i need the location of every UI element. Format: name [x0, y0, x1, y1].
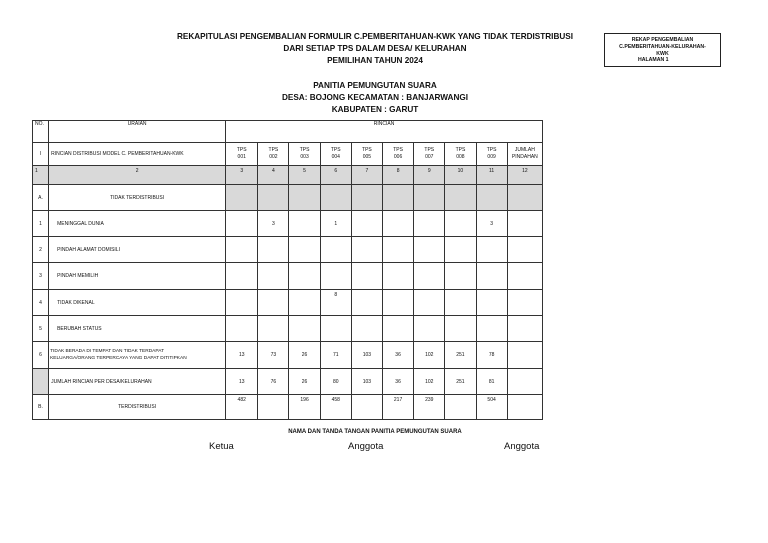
column-number-row: [33, 166, 543, 185]
jumlah-value: 251: [445, 369, 476, 395]
table-row: [33, 237, 543, 263]
col-num: 8: [383, 166, 414, 185]
jumlah-label: JUMLAH RINCIAN PER DESA/KELURAHAN: [49, 369, 226, 395]
value-cell: [507, 316, 542, 342]
section-a-row: [33, 185, 543, 211]
tps-header: [320, 143, 351, 166]
terdistribusi-value: 196: [289, 395, 320, 420]
subtitle-line-1: PANITIA PEMUNGUTAN SUARA: [313, 81, 437, 90]
section-a-no: A.: [33, 185, 49, 211]
tps-header-top: TPS: [330, 147, 341, 153]
value-cell: 71: [320, 342, 351, 369]
value-cell: [445, 316, 476, 342]
signature-ketua: Ketua: [209, 441, 234, 452]
col-num: 11: [476, 166, 507, 185]
value-cell: [226, 211, 258, 237]
tps-header-top: TPS: [236, 147, 247, 153]
tps-header-num: 008: [456, 154, 465, 160]
value-cell: [507, 237, 542, 263]
grey-cell: [445, 185, 476, 211]
value-cell: [507, 342, 542, 369]
recap-line-3: KWK: [656, 50, 669, 57]
tps-header-num: 009: [487, 154, 496, 160]
value-cell: [414, 263, 445, 290]
tps-header: [226, 143, 258, 166]
grey-cell: [507, 185, 542, 211]
value-cell: [414, 290, 445, 316]
header-uraian: URAIAN: [49, 121, 226, 143]
header-no: NO.: [33, 121, 49, 143]
row-label-line-1: TIDAK BERADA DI TEMPAT DAN TIDAK TERDAPAT: [50, 349, 164, 354]
tps-header-num: 001: [237, 154, 246, 160]
value-cell: 36: [383, 342, 414, 369]
col-num: 4: [258, 166, 289, 185]
value-cell: [383, 237, 414, 263]
value-cell: [414, 237, 445, 263]
section-b-row: [33, 395, 543, 420]
value-cell: [258, 316, 289, 342]
tps-header-num: 002: [269, 154, 278, 160]
tps-header: [383, 143, 414, 166]
row-label: TIDAK DIKENAL: [49, 290, 226, 316]
table-header-row: [33, 121, 543, 143]
value-cell: [226, 290, 258, 316]
recap-page: HALAMAN 1: [638, 57, 669, 64]
value-cell: [414, 316, 445, 342]
col-num: 6: [320, 166, 351, 185]
tps-header: [476, 143, 507, 166]
value-cell: 102: [414, 342, 445, 369]
grey-cell: [383, 185, 414, 211]
title-line-2: DARI SETIAP TPS DALAM DESA/ KELURAHAN: [283, 44, 467, 53]
value-cell: [507, 290, 542, 316]
value-cell: [383, 290, 414, 316]
tps-header: [445, 143, 476, 166]
terdistribusi-value: 458: [320, 395, 351, 420]
row-no: 5: [33, 316, 49, 342]
row-label: [49, 342, 226, 369]
table-row: [33, 211, 543, 237]
value-cell: 73: [258, 342, 289, 369]
value-cell: 3: [258, 211, 289, 237]
col-num: 12: [507, 166, 542, 185]
value-cell: [476, 316, 507, 342]
row-label: BERUBAH STATUS: [49, 316, 226, 342]
terdistribusi-value: 482: [226, 395, 258, 420]
value-cell: 3: [476, 211, 507, 237]
tps-header-num: 006: [393, 154, 403, 160]
row-label: PINDAH ALAMAT DOMISILI: [49, 237, 226, 263]
rincian-no: I: [33, 143, 49, 166]
row-no: 4: [33, 290, 49, 316]
col-num: 2: [49, 166, 226, 185]
grey-cell: [258, 185, 289, 211]
value-cell: [507, 211, 542, 237]
table-row: [33, 342, 543, 369]
row-no: 6: [33, 342, 49, 369]
jumlah-value: 102: [414, 369, 445, 395]
col-num: 1: [33, 166, 49, 185]
value-cell: [414, 211, 445, 237]
value-cell: [226, 237, 258, 263]
jumlah-header-bottom: PINDAHAN: [511, 154, 538, 160]
tps-header-top: TPS: [486, 147, 497, 153]
tps-header-row: [33, 143, 543, 166]
tps-header: [289, 143, 320, 166]
tps-header: [258, 143, 289, 166]
jumlah-value: 103: [351, 369, 382, 395]
row-label: PINDAH MEMILIH: [49, 263, 226, 290]
row-no: 3: [33, 263, 49, 290]
jumlah-value: 13: [226, 369, 258, 395]
terdistribusi-value: 217: [383, 395, 414, 420]
value-cell: 103: [351, 342, 382, 369]
value-cell: 26: [289, 342, 320, 369]
value-cell: 78: [476, 342, 507, 369]
value-cell: [258, 263, 289, 290]
value-cell: [226, 263, 258, 290]
value-cell: [289, 211, 320, 237]
jumlah-value: 76: [258, 369, 289, 395]
value-cell: 251: [445, 342, 476, 369]
tps-header-top: TPS: [424, 147, 435, 153]
tps-header-top: TPS: [455, 147, 466, 153]
terdistribusi-value: [507, 395, 542, 420]
terdistribusi-value: [258, 395, 289, 420]
value-cell: [383, 316, 414, 342]
value-cell: [351, 316, 382, 342]
section-a-label: TIDAK TERDISTRIBUSI: [49, 185, 226, 211]
subtitle-line-3: KABUPATEN : GARUT: [331, 105, 419, 114]
jumlah-value: 36: [383, 369, 414, 395]
value-cell: [289, 237, 320, 263]
tps-header: [414, 143, 445, 166]
row-no: 1: [33, 211, 49, 237]
grey-cell: [351, 185, 382, 211]
value-cell: [320, 263, 351, 290]
terdistribusi-value: 239: [414, 395, 445, 420]
tps-header-top: TPS: [393, 147, 403, 153]
value-cell: [507, 263, 542, 290]
recap-box: [604, 33, 721, 67]
signature-anggota-1: Anggota: [348, 441, 384, 452]
row-label-line-2: KELUARGA/ORANG TERPERCAYA YANG DAPAT DITITIPKAN: [50, 356, 187, 361]
value-cell: [476, 237, 507, 263]
value-cell: [476, 290, 507, 316]
grey-cell: [414, 185, 445, 211]
tps-header-top: TPS: [362, 147, 372, 153]
section-b-label: TERDISTRIBUSI: [49, 395, 226, 420]
grey-cell: [476, 185, 507, 211]
jumlah-value: 80: [320, 369, 351, 395]
jumlah-row: [33, 369, 543, 395]
committee-header: [200, 80, 550, 116]
value-cell: 8: [320, 290, 351, 316]
recap-line-2: C.PEMBERITAHUAN-KELURAHAN-: [619, 43, 706, 50]
col-num: 9: [414, 166, 445, 185]
grey-cell: [289, 185, 320, 211]
value-cell: [445, 290, 476, 316]
table-row: [33, 290, 543, 316]
col-num: 3: [226, 166, 258, 185]
tps-header-num: 007: [425, 154, 434, 160]
terdistribusi-value: [445, 395, 476, 420]
value-cell: [351, 290, 382, 316]
terdistribusi-value: [351, 395, 382, 420]
tps-header-top: TPS: [299, 147, 310, 153]
value-cell: [351, 237, 382, 263]
value-cell: [226, 316, 258, 342]
jumlah-value: 81: [476, 369, 507, 395]
tps-header-top: TPS: [268, 147, 279, 153]
terdistribusi-value: 504: [476, 395, 507, 420]
jumlah-value: [507, 369, 542, 395]
rincian-label: RINCIAN DISTRIBUSI MODEL C. PEMBERITAHUAN-KWK: [49, 143, 226, 166]
signature-anggota-2: Anggota: [504, 441, 540, 452]
recap-line-1: REKAP PENGEMBALIAN: [631, 37, 694, 43]
recap-table: [32, 120, 543, 420]
value-cell: [383, 211, 414, 237]
value-cell: 1: [320, 211, 351, 237]
grey-cell: [226, 185, 258, 211]
document-title: [150, 31, 600, 67]
value-cell: [476, 263, 507, 290]
value-cell: [351, 211, 382, 237]
header-rincian: RINCIAN: [226, 121, 543, 143]
value-cell: 13: [226, 342, 258, 369]
tps-header-num: 005: [362, 154, 372, 160]
value-cell: [258, 237, 289, 263]
signature-caption: NAMA DAN TANDA TANGAN PANITIA PEMUNGUTAN SUARA: [288, 429, 462, 435]
value-cell: [383, 263, 414, 290]
grey-cell: [33, 369, 49, 395]
value-cell: [289, 316, 320, 342]
value-cell: [320, 237, 351, 263]
col-num: 10: [445, 166, 476, 185]
title-line-1: REKAPITULASI PENGEMBALIAN FORMULIR C.PEMBERITAHUAN-KWK YANG TIDAK TERDISTRIBUSI: [176, 32, 574, 41]
row-label: MENINGGAL DUNIA: [49, 211, 226, 237]
tps-header: [351, 143, 382, 166]
col-num: 7: [351, 166, 382, 185]
jumlah-pindahan-header: [507, 143, 542, 166]
tps-header-num: 003: [300, 154, 309, 160]
value-cell: [289, 263, 320, 290]
section-b-no: B.: [33, 395, 49, 420]
value-cell: [445, 237, 476, 263]
title-line-3: PEMILIHAN TAHUN 2024: [327, 56, 423, 65]
value-cell: [445, 211, 476, 237]
tps-header-num: 004: [331, 154, 340, 160]
value-cell: [289, 290, 320, 316]
grey-cell: [320, 185, 351, 211]
table-row: [33, 263, 543, 290]
jumlah-header-top: JUMLAH: [514, 147, 535, 153]
value-cell: [351, 263, 382, 290]
value-cell: [258, 290, 289, 316]
value-cell: [320, 316, 351, 342]
table-row: [33, 316, 543, 342]
subtitle-line-2: DESA: BOJONG KECAMATAN : BANJARWANGI: [281, 93, 469, 102]
value-cell: [445, 263, 476, 290]
jumlah-value: 26: [289, 369, 320, 395]
row-no: 2: [33, 237, 49, 263]
col-num: 5: [289, 166, 320, 185]
